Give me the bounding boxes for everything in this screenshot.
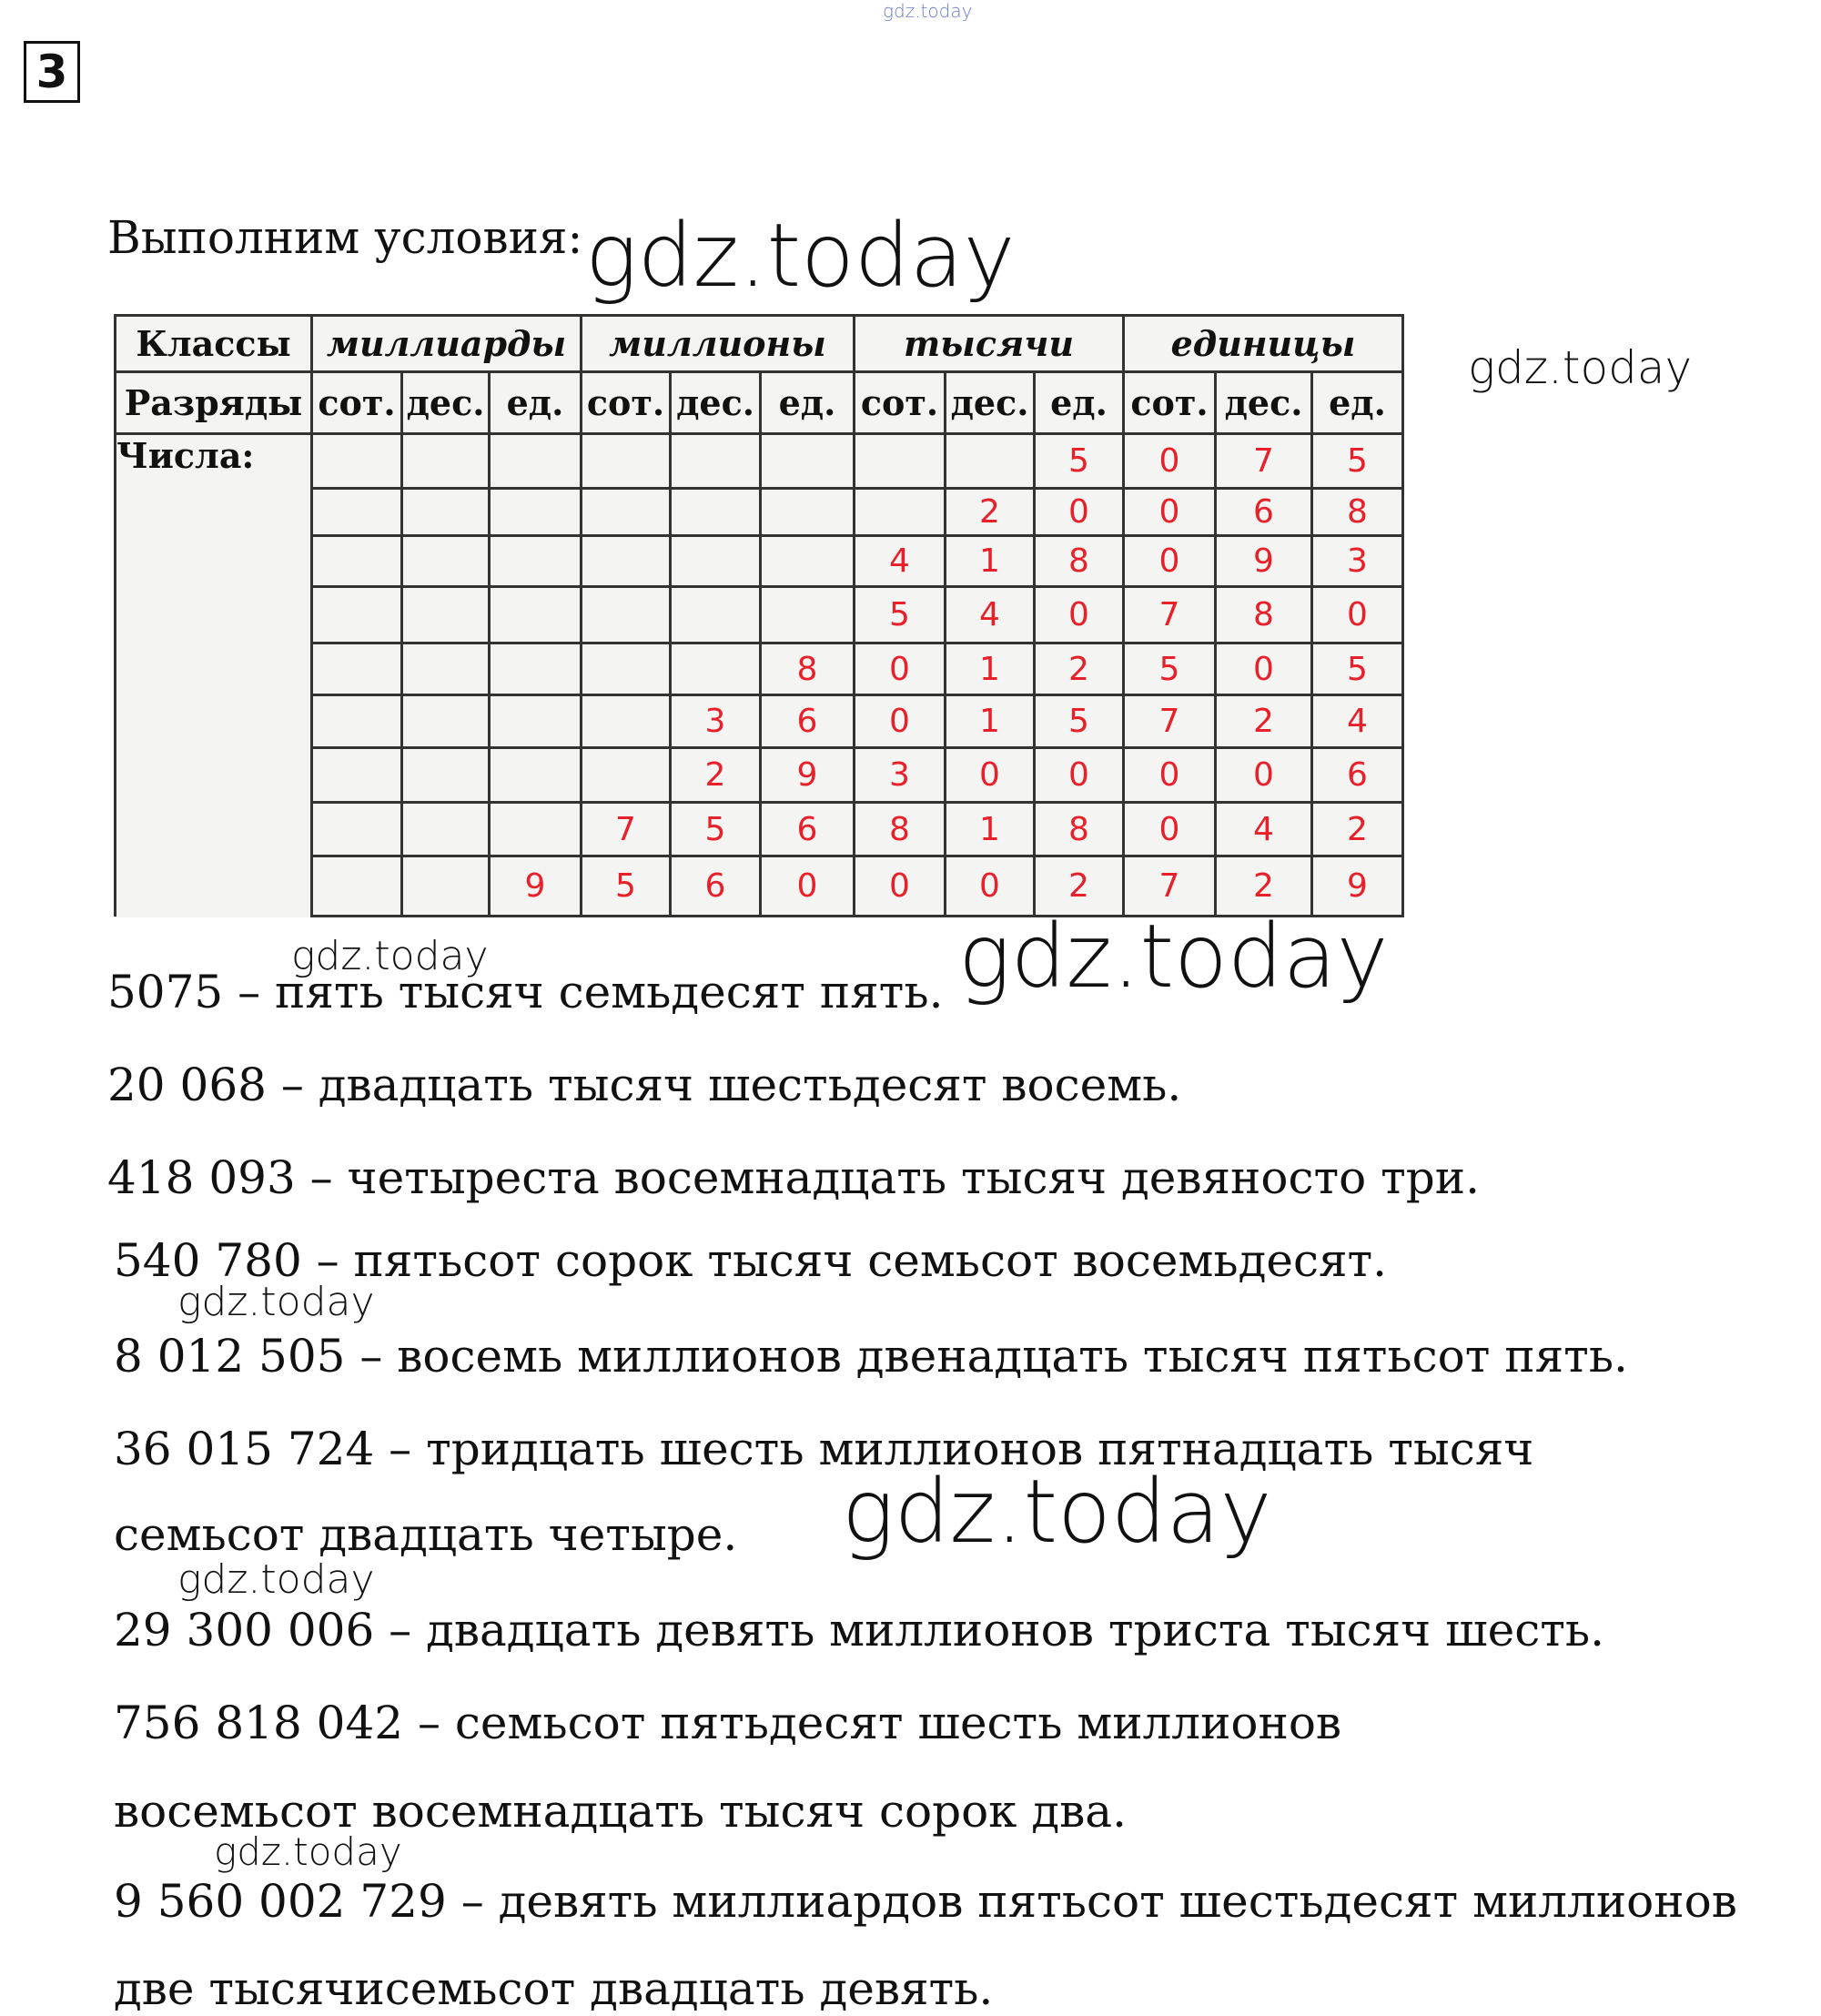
digit-cell bbox=[490, 587, 582, 643]
digit-cell bbox=[402, 748, 490, 803]
class-header: единицы bbox=[1124, 316, 1403, 372]
digit-cell bbox=[490, 434, 582, 489]
rank-header: ед. bbox=[1035, 372, 1124, 434]
digit-cell: 8 bbox=[1216, 587, 1312, 643]
rank-header: дес. bbox=[402, 372, 490, 434]
classes-row bbox=[116, 316, 1403, 372]
digit-cell: 0 bbox=[946, 856, 1035, 917]
digit-cell bbox=[761, 587, 855, 643]
digit-cell: 0 bbox=[855, 643, 946, 695]
digit-cell: 7 bbox=[582, 803, 671, 856]
rank-header: сот. bbox=[1124, 372, 1216, 434]
digit-cell bbox=[761, 434, 855, 489]
digit-cell: 9 bbox=[490, 856, 582, 917]
digit-cell: 5 bbox=[855, 587, 946, 643]
digit-cell: 0 bbox=[1035, 587, 1124, 643]
digit-cell: 1 bbox=[946, 643, 1035, 695]
digit-cell: 6 bbox=[761, 803, 855, 856]
digit-cell: 5 bbox=[1312, 434, 1403, 489]
watermark: gdz.today bbox=[177, 1556, 375, 1603]
answer-line: 8 012 505 – восемь миллионов двенадцать тысяч пятьсот пять. bbox=[114, 1330, 1628, 1383]
digit-cell: 5 bbox=[582, 856, 671, 917]
place-value-table bbox=[114, 314, 1404, 917]
digit-cell bbox=[490, 536, 582, 587]
answer-line: 20 068 – двадцать тысяч шестьдесят восемь. bbox=[107, 1059, 1182, 1111]
rank-header: дес. bbox=[671, 372, 761, 434]
ranks-row bbox=[116, 372, 1403, 434]
digit-cell: 5 bbox=[1124, 643, 1216, 695]
digit-cell: 6 bbox=[1312, 748, 1403, 803]
rank-header: сот. bbox=[312, 372, 402, 434]
digit-cell: 6 bbox=[761, 695, 855, 748]
digit-cell bbox=[582, 587, 671, 643]
digit-cell: 1 bbox=[946, 536, 1035, 587]
digit-cell bbox=[582, 643, 671, 695]
digit-cell bbox=[312, 434, 402, 489]
digit-cell bbox=[312, 489, 402, 536]
answer-line: 5075 – пять тысяч семьдесят пять. bbox=[107, 966, 944, 1018]
digit-cell bbox=[582, 748, 671, 803]
digit-cell bbox=[671, 434, 761, 489]
rank-header: ед. bbox=[490, 372, 582, 434]
answer-line: 756 818 042 – семьсот пятьдесят шесть миллионов bbox=[114, 1697, 1342, 1749]
digit-cell: 5 bbox=[671, 803, 761, 856]
digit-cell bbox=[402, 536, 490, 587]
rank-header: дес. bbox=[946, 372, 1035, 434]
digit-cell bbox=[312, 803, 402, 856]
digit-cell: 8 bbox=[1035, 536, 1124, 587]
rank-header: дес. bbox=[1216, 372, 1312, 434]
digit-cell: 5 bbox=[1035, 434, 1124, 489]
digit-cell: 7 bbox=[1124, 856, 1216, 917]
digit-cell: 4 bbox=[1312, 695, 1403, 748]
classes-label: Классы bbox=[116, 316, 312, 372]
digit-cell: 4 bbox=[946, 587, 1035, 643]
digit-cell: 1 bbox=[946, 695, 1035, 748]
digit-cell: 0 bbox=[1124, 748, 1216, 803]
digit-cell bbox=[582, 489, 671, 536]
digit-cell: 0 bbox=[1216, 748, 1312, 803]
digit-cell: 9 bbox=[1216, 536, 1312, 587]
numbers-label: Числа: bbox=[116, 434, 312, 917]
digit-cell bbox=[671, 587, 761, 643]
digit-cell: 3 bbox=[671, 695, 761, 748]
rank-header: сот. bbox=[855, 372, 946, 434]
answer-line: две тысячисемьсот двадцать девять. bbox=[114, 1962, 994, 2015]
digit-cell bbox=[490, 695, 582, 748]
digit-cell bbox=[671, 489, 761, 536]
digit-cell: 2 bbox=[671, 748, 761, 803]
digit-cell: 8 bbox=[1312, 489, 1403, 536]
answer-line: восемьсот восемнадцать тысяч сорок два. bbox=[114, 1785, 1127, 1838]
digit-cell: 0 bbox=[1124, 803, 1216, 856]
digit-cell bbox=[312, 643, 402, 695]
digit-cell bbox=[312, 587, 402, 643]
digit-cell: 2 bbox=[1035, 856, 1124, 917]
watermark: gdz.today bbox=[585, 205, 1016, 307]
ranks-label: Разряды bbox=[116, 372, 312, 434]
digit-cell: 8 bbox=[855, 803, 946, 856]
digit-cell: 0 bbox=[1124, 489, 1216, 536]
digit-cell bbox=[402, 434, 490, 489]
digit-cell bbox=[761, 536, 855, 587]
digit-cell: 9 bbox=[761, 748, 855, 803]
digit-cell: 0 bbox=[855, 856, 946, 917]
watermark: gdz.today bbox=[291, 933, 489, 979]
digit-cell bbox=[312, 536, 402, 587]
digit-cell bbox=[671, 643, 761, 695]
digit-cell bbox=[312, 856, 402, 917]
rank-header: сот. bbox=[582, 372, 671, 434]
class-header: миллиарды bbox=[312, 316, 582, 372]
intro-text: Выполним условия: bbox=[107, 211, 583, 264]
digit-cell bbox=[490, 803, 582, 856]
task-number: 3 bbox=[24, 41, 80, 103]
digit-cell: 6 bbox=[1216, 489, 1312, 536]
digit-cell bbox=[402, 489, 490, 536]
digit-cell bbox=[946, 434, 1035, 489]
digit-cell bbox=[490, 489, 582, 536]
digit-cell bbox=[761, 489, 855, 536]
digit-cell: 7 bbox=[1124, 587, 1216, 643]
digit-cell bbox=[402, 643, 490, 695]
class-header: тысячи bbox=[855, 316, 1124, 372]
answer-line: 29 300 006 – двадцать девять миллионов триста тысяч шесть. bbox=[114, 1604, 1604, 1656]
digit-cell: 7 bbox=[1216, 434, 1312, 489]
digit-cell bbox=[855, 489, 946, 536]
digit-cell: 0 bbox=[1035, 489, 1124, 536]
digit-cell: 2 bbox=[1312, 803, 1403, 856]
answer-line: 36 015 724 – тридцать шесть миллионов пятнадцать тысяч bbox=[114, 1423, 1534, 1475]
digit-cell: 0 bbox=[761, 856, 855, 917]
digit-cell: 4 bbox=[1216, 803, 1312, 856]
watermark: gdz.today bbox=[214, 1829, 402, 1874]
watermark: gdz.today bbox=[177, 1279, 375, 1325]
digit-cell: 2 bbox=[946, 489, 1035, 536]
watermark: gdz.today bbox=[958, 906, 1389, 1008]
rank-header: ед. bbox=[1312, 372, 1403, 434]
digit-cell bbox=[312, 748, 402, 803]
digit-cell: 0 bbox=[1312, 587, 1403, 643]
answer-line: 9 560 002 729 – девять миллиардов пятьсот шестьдесят миллионов bbox=[114, 1875, 1737, 1928]
digit-cell: 0 bbox=[1216, 643, 1312, 695]
answer-line: 540 780 – пятьсот сорок тысяч семьсот восемьдесят. bbox=[114, 1234, 1388, 1287]
watermark: gdz.today bbox=[883, 0, 973, 22]
digit-cell: 5 bbox=[1312, 643, 1403, 695]
digit-cell: 0 bbox=[855, 695, 946, 748]
digit-cell bbox=[402, 803, 490, 856]
digit-cell bbox=[402, 695, 490, 748]
digit-cell bbox=[490, 748, 582, 803]
digit-cell bbox=[855, 434, 946, 489]
digit-cell: 4 bbox=[855, 536, 946, 587]
answer-line: семьсот двадцать четыре. bbox=[114, 1508, 738, 1561]
digit-cell bbox=[312, 695, 402, 748]
digit-cell: 8 bbox=[761, 643, 855, 695]
answer-line: 418 093 – четыреста восемнадцать тысяч девяносто три. bbox=[107, 1151, 1481, 1204]
digit-cell: 0 bbox=[946, 748, 1035, 803]
digit-cell bbox=[582, 434, 671, 489]
digit-cell: 0 bbox=[1035, 748, 1124, 803]
digit-cell: 8 bbox=[1035, 803, 1124, 856]
watermark: gdz.today bbox=[842, 1461, 1272, 1563]
digit-cell bbox=[671, 536, 761, 587]
digit-cell: 0 bbox=[1124, 536, 1216, 587]
digit-cell: 2 bbox=[1216, 695, 1312, 748]
watermark: gdz.today bbox=[1468, 341, 1693, 394]
digit-cell: 6 bbox=[671, 856, 761, 917]
digit-cell bbox=[402, 856, 490, 917]
digit-cell: 2 bbox=[1035, 643, 1124, 695]
digit-cell: 9 bbox=[1312, 856, 1403, 917]
digit-cell: 0 bbox=[1124, 434, 1216, 489]
digit-cell bbox=[402, 587, 490, 643]
digit-cell: 2 bbox=[1216, 856, 1312, 917]
rank-header: ед. bbox=[761, 372, 855, 434]
digit-cell: 3 bbox=[1312, 536, 1403, 587]
class-header: миллионы bbox=[582, 316, 855, 372]
digit-cell: 5 bbox=[1035, 695, 1124, 748]
digit-cell bbox=[582, 695, 671, 748]
digit-cell: 1 bbox=[946, 803, 1035, 856]
number-row bbox=[116, 434, 1403, 489]
digit-cell: 3 bbox=[855, 748, 946, 803]
digit-cell: 7 bbox=[1124, 695, 1216, 748]
digit-cell bbox=[582, 536, 671, 587]
digit-cell bbox=[490, 643, 582, 695]
